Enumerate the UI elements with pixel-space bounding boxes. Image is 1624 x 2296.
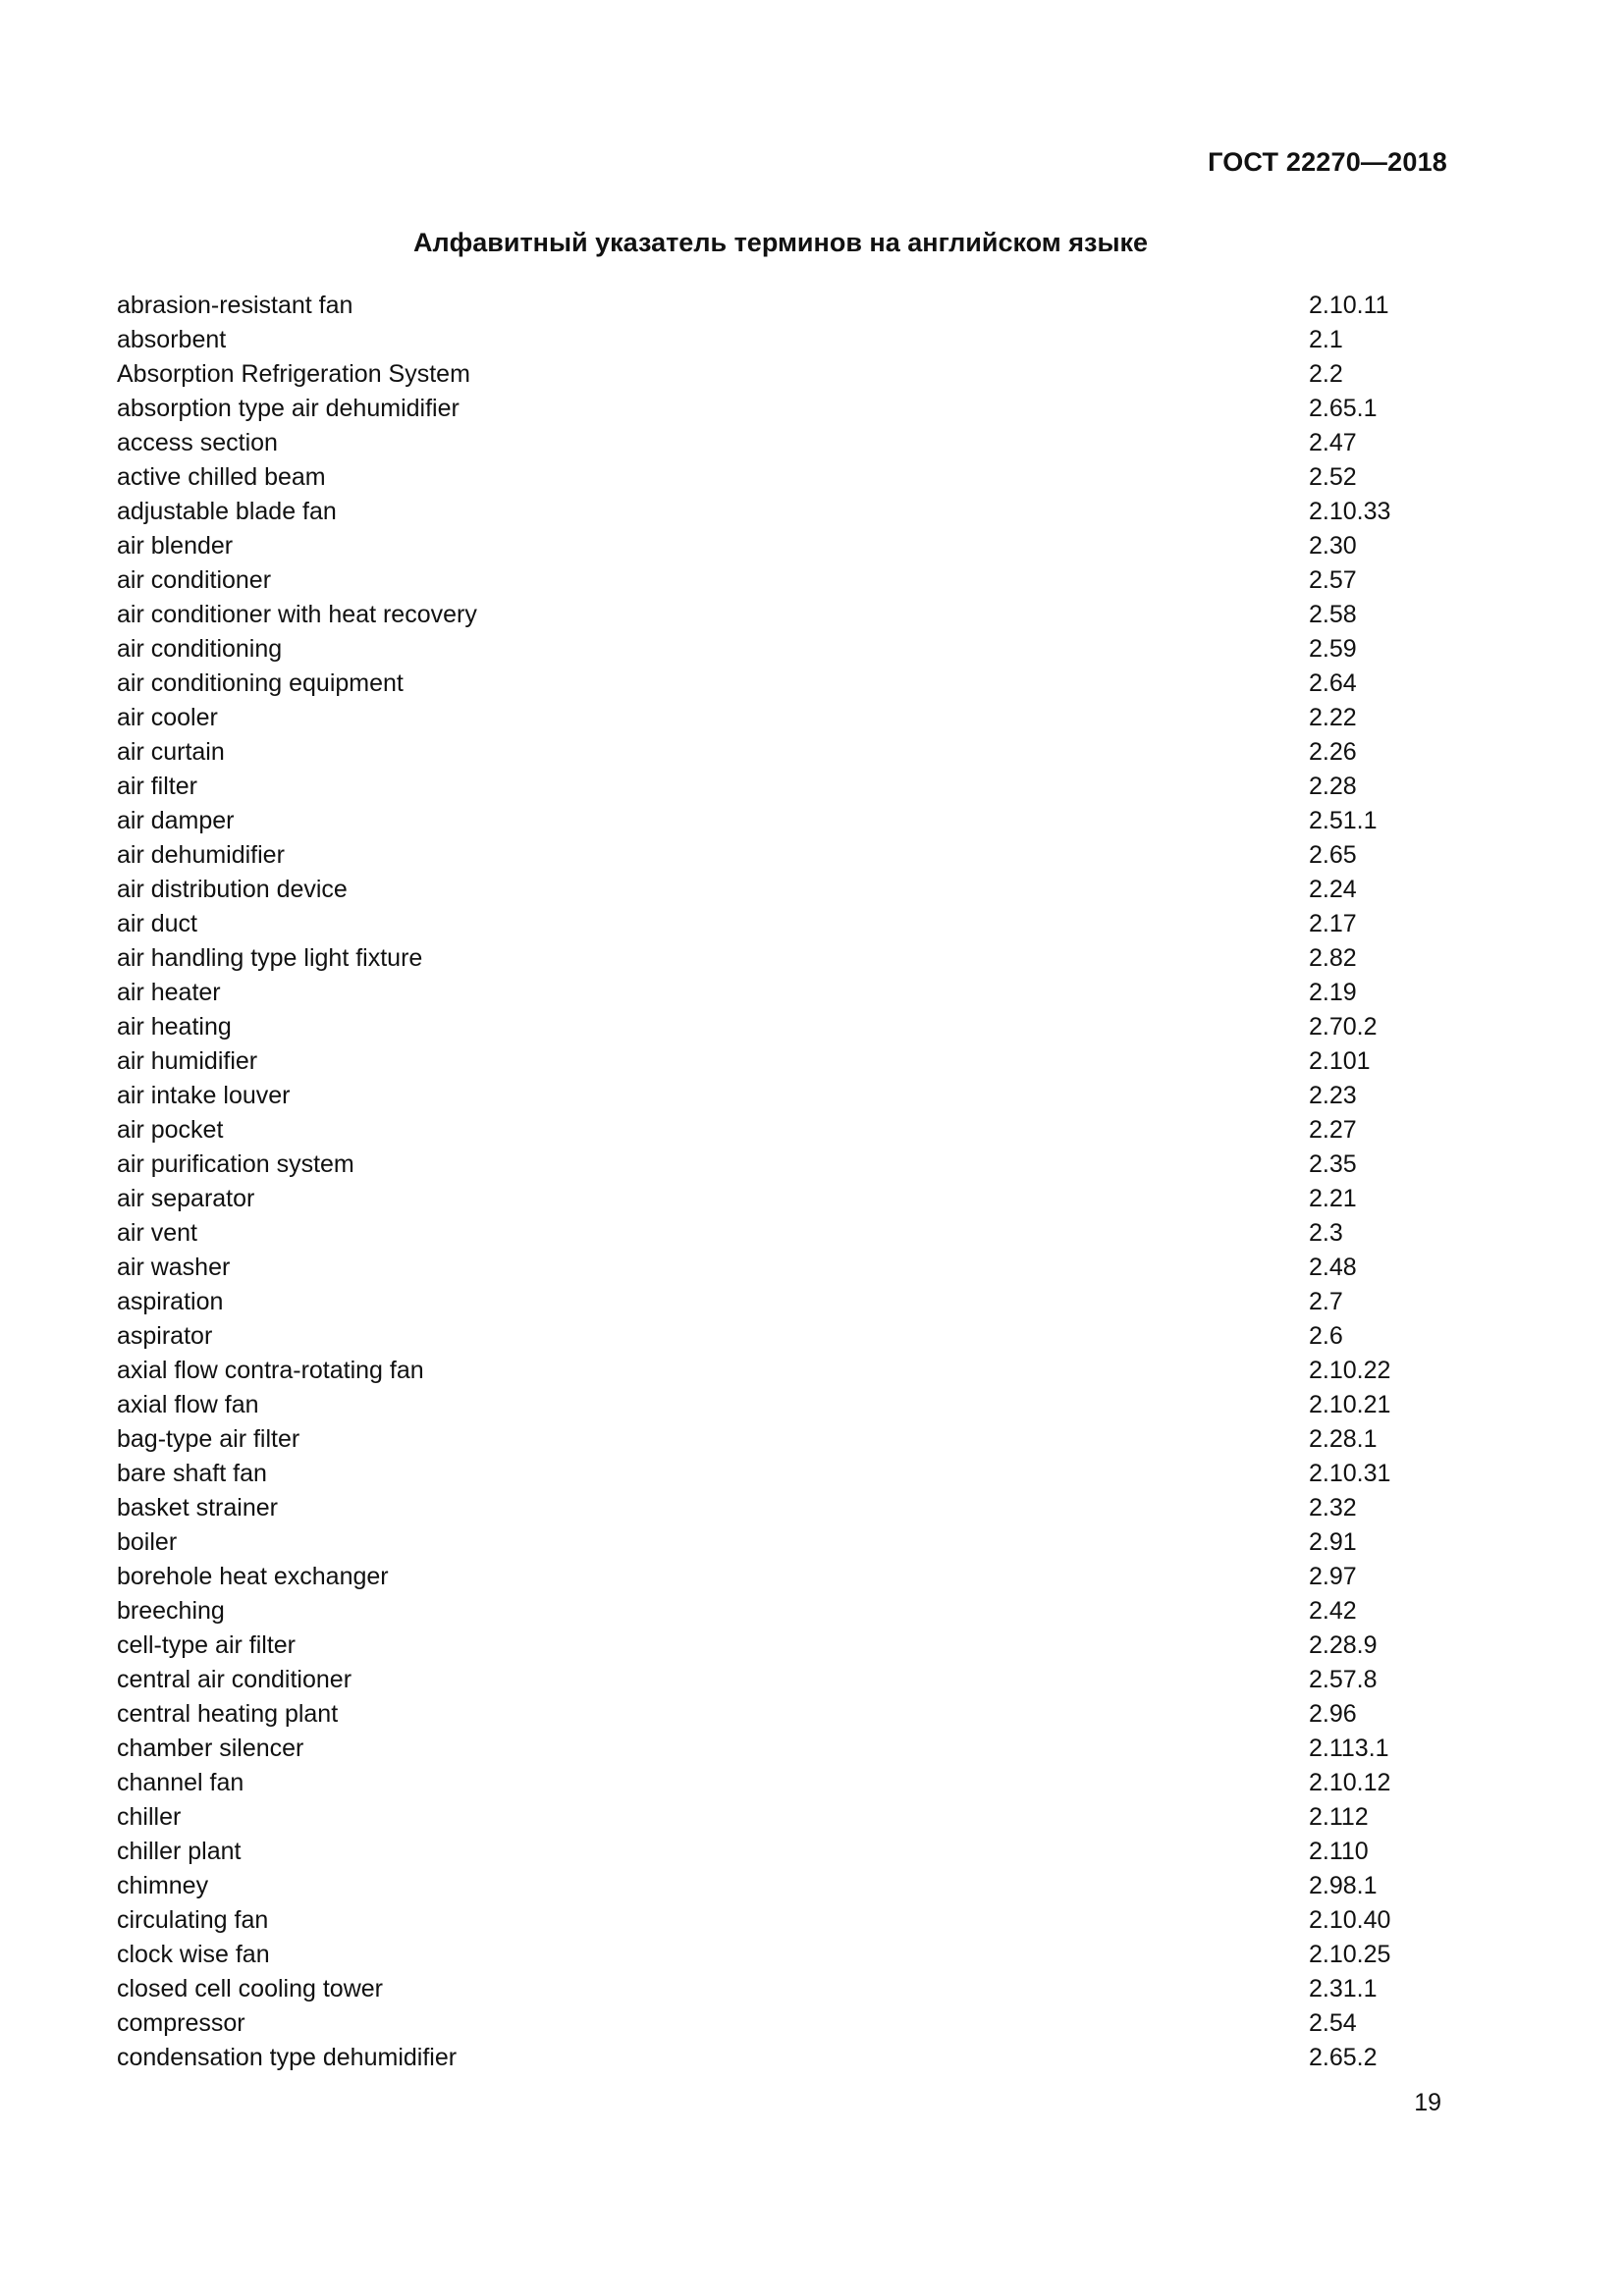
entry-section-ref: 2.58	[1309, 601, 1357, 628]
index-entry	[117, 1354, 1393, 1388]
index-entry	[117, 770, 1393, 804]
entry-term: access section	[117, 429, 278, 456]
entry-section-ref: 2.59	[1309, 635, 1357, 663]
index-entry	[117, 667, 1393, 701]
entry-term: air humidifier	[117, 1047, 258, 1075]
entry-section-ref: 2.54	[1309, 2009, 1357, 2037]
entry-section-ref: 2.6	[1309, 1322, 1343, 1350]
index-entry	[117, 1216, 1393, 1251]
entry-term: central air conditioner	[117, 1666, 352, 1693]
entry-term: air filter	[117, 773, 197, 800]
entry-section-ref: 2.110	[1309, 1838, 1369, 1865]
entry-term: circulating fan	[117, 1906, 269, 1934]
entry-section-ref: 2.10.12	[1309, 1769, 1391, 1796]
index-entry	[117, 1800, 1393, 1835]
entry-section-ref: 2.97	[1309, 1563, 1357, 1590]
index-entry	[117, 1766, 1393, 1800]
index-entry	[117, 735, 1393, 770]
entry-section-ref: 2.30	[1309, 532, 1357, 560]
index-entry	[117, 1388, 1393, 1422]
index-entry	[117, 1044, 1393, 1079]
entry-section-ref: 2.19	[1309, 979, 1357, 1006]
entry-term: absorbent	[117, 326, 227, 353]
index-entry	[117, 460, 1393, 495]
entry-term: chimney	[117, 1872, 209, 1899]
index-entry	[117, 1079, 1393, 1113]
entry-term: air conditioning equipment	[117, 669, 404, 697]
entry-section-ref: 2.57.8	[1309, 1666, 1378, 1693]
entry-term: air handling type light fixture	[117, 944, 423, 972]
entry-section-ref: 2.32	[1309, 1494, 1357, 1522]
index-entry	[117, 1113, 1393, 1148]
index-entry	[117, 323, 1393, 357]
entry-section-ref: 2.28.9	[1309, 1631, 1378, 1659]
index-entry	[117, 976, 1393, 1010]
index-entry	[117, 838, 1393, 873]
entry-term: basket strainer	[117, 1494, 278, 1522]
index-entry	[117, 563, 1393, 598]
entry-term: air damper	[117, 807, 235, 834]
index-entry	[117, 804, 1393, 838]
entry-section-ref: 2.112	[1309, 1803, 1369, 1831]
entry-term: air separator	[117, 1185, 255, 1212]
index-entry	[117, 357, 1393, 392]
entry-term: adjustable blade fan	[117, 498, 337, 525]
index-entry	[117, 1491, 1393, 1525]
entry-section-ref: 2.21	[1309, 1185, 1357, 1212]
entry-section-ref: 2.98.1	[1309, 1872, 1378, 1899]
entry-term: Absorption Refrigeration System	[117, 360, 470, 388]
index-entry	[117, 495, 1393, 529]
index-entry	[117, 1182, 1393, 1216]
entry-term: channel fan	[117, 1769, 244, 1796]
entry-section-ref: 2.10.31	[1309, 1460, 1391, 1487]
index-entry	[117, 1663, 1393, 1697]
entry-term: condensation type dehumidifier	[117, 2044, 458, 2071]
entry-term: air conditioner	[117, 566, 272, 594]
index-entry	[117, 289, 1393, 323]
entry-section-ref: 2.3	[1309, 1219, 1343, 1247]
entry-section-ref: 2.65	[1309, 841, 1357, 869]
index-entry	[117, 1594, 1393, 1629]
entry-section-ref: 2.10.25	[1309, 1941, 1391, 1968]
entry-section-ref: 2.31.1	[1309, 1975, 1378, 2002]
index-entry	[117, 2006, 1393, 2041]
entry-section-ref: 2.42	[1309, 1597, 1357, 1625]
entry-term: central heating plant	[117, 1700, 339, 1728]
index-entry	[117, 907, 1393, 941]
index-entry	[117, 1835, 1393, 1869]
index-entry	[117, 873, 1393, 907]
entry-term: air heater	[117, 979, 221, 1006]
entry-section-ref: 2.2	[1309, 360, 1343, 388]
entry-section-ref: 2.7	[1309, 1288, 1343, 1315]
entry-section-ref: 2.26	[1309, 738, 1357, 766]
index-entry	[117, 1148, 1393, 1182]
entry-section-ref: 2.113.1	[1309, 1735, 1389, 1762]
entry-section-ref: 2.70.2	[1309, 1013, 1378, 1041]
entry-section-ref: 2.82	[1309, 944, 1357, 972]
entry-term: air pocket	[117, 1116, 224, 1144]
document-code: ГОСТ 22270—2018	[1208, 147, 1447, 177]
entry-section-ref: 2.23	[1309, 1082, 1357, 1109]
entry-term: chiller	[117, 1803, 182, 1831]
index-entry	[117, 1422, 1393, 1457]
entry-section-ref: 2.10.22	[1309, 1357, 1391, 1384]
entry-term: cell-type air filter	[117, 1631, 296, 1659]
index-entry	[117, 1560, 1393, 1594]
entry-section-ref: 2.10.11	[1309, 292, 1389, 319]
entry-term: air purification system	[117, 1150, 354, 1178]
entry-term: axial flow fan	[117, 1391, 259, 1418]
entry-term: air washer	[117, 1254, 231, 1281]
index-entry	[117, 1010, 1393, 1044]
entry-section-ref: 2.101	[1309, 1047, 1371, 1075]
entry-term: air heating	[117, 1013, 232, 1041]
entry-section-ref: 2.17	[1309, 910, 1357, 937]
entry-section-ref: 2.52	[1309, 463, 1357, 491]
entry-section-ref: 2.24	[1309, 876, 1357, 903]
entry-section-ref: 2.10.33	[1309, 498, 1391, 525]
entry-section-ref: 2.27	[1309, 1116, 1357, 1144]
index-entry	[117, 1869, 1393, 1903]
entry-section-ref: 2.22	[1309, 704, 1357, 731]
entry-term: air blender	[117, 532, 234, 560]
entry-term: air dehumidifier	[117, 841, 285, 869]
entry-section-ref: 2.10.21	[1309, 1391, 1391, 1418]
entry-section-ref: 2.91	[1309, 1528, 1357, 1556]
entry-term: compressor	[117, 2009, 245, 2037]
entry-section-ref: 2.1	[1309, 326, 1343, 353]
index-entry	[117, 1251, 1393, 1285]
entry-section-ref: 2.35	[1309, 1150, 1357, 1178]
index-entry	[117, 1525, 1393, 1560]
index-entry	[117, 2041, 1393, 2075]
index-entry	[117, 426, 1393, 460]
entry-term: borehole heat exchanger	[117, 1563, 389, 1590]
entry-term: closed cell cooling tower	[117, 1975, 383, 2002]
entry-term: chamber silencer	[117, 1735, 304, 1762]
index-entry	[117, 1285, 1393, 1319]
entry-term: aspirator	[117, 1322, 213, 1350]
entry-section-ref: 2.10.40	[1309, 1906, 1391, 1934]
entry-term: abrasion-resistant fan	[117, 292, 353, 319]
entry-section-ref: 2.48	[1309, 1254, 1357, 1281]
entry-section-ref: 2.57	[1309, 566, 1357, 594]
entry-term: bag-type air filter	[117, 1425, 300, 1453]
index-entry	[117, 1319, 1393, 1354]
entry-term: air curtain	[117, 738, 225, 766]
index-entry	[117, 701, 1393, 735]
index-entry	[117, 1972, 1393, 2006]
index-entry	[117, 598, 1393, 632]
page-number: 19	[1414, 2089, 1441, 2116]
entry-term: air intake louver	[117, 1082, 291, 1109]
index-entry	[117, 941, 1393, 976]
index-entry	[117, 529, 1393, 563]
entry-section-ref: 2.51.1	[1309, 807, 1378, 834]
entry-term: air conditioning	[117, 635, 283, 663]
entry-term: air duct	[117, 910, 197, 937]
index-entry	[117, 1697, 1393, 1732]
entry-term: bare shaft fan	[117, 1460, 267, 1487]
index-entry	[117, 1629, 1393, 1663]
index-entry	[117, 1938, 1393, 1972]
entry-section-ref: 2.65.2	[1309, 2044, 1378, 2071]
entry-term: air cooler	[117, 704, 218, 731]
index-entry	[117, 392, 1393, 426]
entry-term: axial flow contra-rotating fan	[117, 1357, 424, 1384]
entry-term: active chilled beam	[117, 463, 326, 491]
entry-term: aspiration	[117, 1288, 224, 1315]
term-index-list	[117, 289, 1393, 2075]
index-title: Алфавитный указатель терминов на английском языке	[412, 228, 1149, 257]
entry-section-ref: 2.28.1	[1309, 1425, 1378, 1453]
entry-section-ref: 2.65.1	[1309, 395, 1378, 422]
entry-term: absorption type air dehumidifier	[117, 395, 460, 422]
index-entry	[117, 1457, 1393, 1491]
entry-term: clock wise fan	[117, 1941, 270, 1968]
entry-section-ref: 2.28	[1309, 773, 1357, 800]
entry-term: boiler	[117, 1528, 178, 1556]
entry-term: air distribution device	[117, 876, 348, 903]
entry-section-ref: 2.47	[1309, 429, 1357, 456]
index-entry	[117, 1732, 1393, 1766]
entry-term: breeching	[117, 1597, 225, 1625]
index-entry	[117, 632, 1393, 667]
entry-section-ref: 2.96	[1309, 1700, 1357, 1728]
entry-term: chiller plant	[117, 1838, 242, 1865]
index-entry	[117, 1903, 1393, 1938]
entry-term: air vent	[117, 1219, 197, 1247]
entry-section-ref: 2.64	[1309, 669, 1357, 697]
entry-term: air conditioner with heat recovery	[117, 601, 477, 628]
